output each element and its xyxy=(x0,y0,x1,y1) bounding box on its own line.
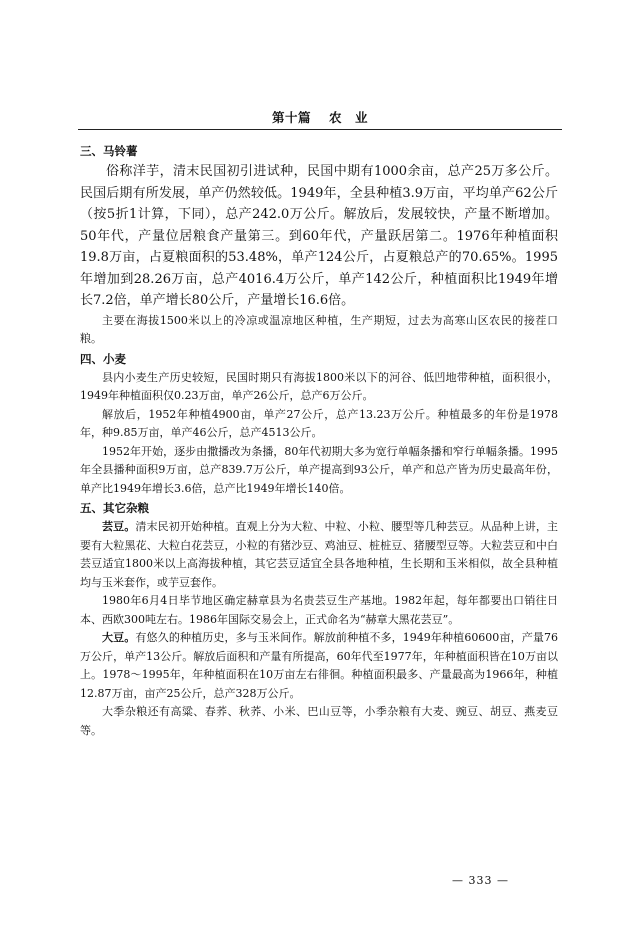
paragraph: 县内小麦生产历史较短，民国时期只有海拔1800米以下的河谷、低凹地带种植，面积很小，1949年种植面积仅0.23万亩，单产26公斤，总产6万公斤。 xyxy=(80,370,558,402)
body-text xyxy=(80,141,558,740)
paragraph-lead: 大豆。 xyxy=(102,631,136,644)
section-label: 农 业 xyxy=(329,110,369,125)
section-heading-other-grains: 五、其它杂粮 xyxy=(80,501,149,515)
paragraph: 解放后，1952年种植4900亩，单产27公斤，总产13.23万公斤。种植最多的年份是1978年，种9.85万亩，单产46公斤，总产4513公斤。 xyxy=(80,407,558,439)
section-heading-wheat: 四、小麦 xyxy=(80,351,126,366)
paragraph: 1980年6月4日毕节地区确定赫章县为名贵芸豆生产基地。1982年起，每年都要出口销往日本、西欧300吨左右。1986年国际交易会上，正式命名为“赫章大黑花芸豆”。 xyxy=(80,594,558,626)
paragraph: 1952年开始，逐步由撒播改为条播，80年代初期大多为宽行单幅条播和窄行单幅条播。1995年全县播种面积9万亩，总产839.7万公斤，单产提高到93公斤，单产和总产皆为历史最高年份，单产比1949年增长3.6倍，总产比1949年增长140倍。 xyxy=(80,444,558,495)
header-rule xyxy=(78,129,562,130)
paragraph: 大季杂粮还有高粱、春荞、秋荞、小米、巴山豆等，小季杂粮有大麦、豌豆、胡豆、燕麦豆等。 xyxy=(80,705,558,737)
paragraph: 俗称洋芋，清末民国初引进试种，民国中期有1000余亩，总产25万多公斤。民国后期有所发展，单产仍然较低。1949年，全县种植3.9万亩，平均单产62公斤（按5折1计算，下同），总产242.0万公斤。解放后，发展较快，产量不断增加。50年代，产量位居粮食产量第三。到60年代，产量跃居第二。1976年种植面积19.8万亩，占夏粮面积的53.48%，单产124公斤，占夏粮总产的70.65%。1995年增加到28.26万亩，总产4016.4万公斤，单产142公斤，种植面积比1949年增长7.2倍，单产增长80公斤，产量增长16.6倍。 xyxy=(80,164,558,308)
paragraph: 主要在海拔1500米以上的冷凉或温凉地区种植，生产期短，过去为高寒山区农民的接茬口粮。 xyxy=(80,313,558,345)
running-head xyxy=(0,108,640,126)
paragraph-lead: 芸豆。 xyxy=(102,520,136,533)
chapter-label: 第十篇 xyxy=(271,110,311,125)
paragraph: 芸豆。清末民初开始种植。直观上分为大粒、中粒、小粒、腰型等几种芸豆。从品种上讲，主要有大粒黑花、大粒白花芸豆，小粒的有猪沙豆、鸡油豆、桩桩豆、猪腰型豆等。大粒芸豆和中白芸豆适宜1800米以上高海拔种植，其它芸豆适宜全县各地种植，生长期和玉米相似，故全县种植均与玉米套作，或芋豆套作。 xyxy=(80,520,558,589)
section-heading-potato: 三、马铃薯 xyxy=(80,144,138,158)
paragraph: 大豆。有悠久的种植历史，多与玉米间作。解放前种植不多，1949年种植60600亩，产量76万公斤，单产13公斤。解放后面积和产量有所提高，60年代至1977年，年种植面积皆在10万亩以上。1978～1995年，年种植面积在10万亩左右徘徊。种植面积最多、产量最高为1966年，种植12.87万亩，亩产25公斤，总产328万公斤。 xyxy=(80,631,559,700)
page-number: — 333 — xyxy=(452,874,509,887)
